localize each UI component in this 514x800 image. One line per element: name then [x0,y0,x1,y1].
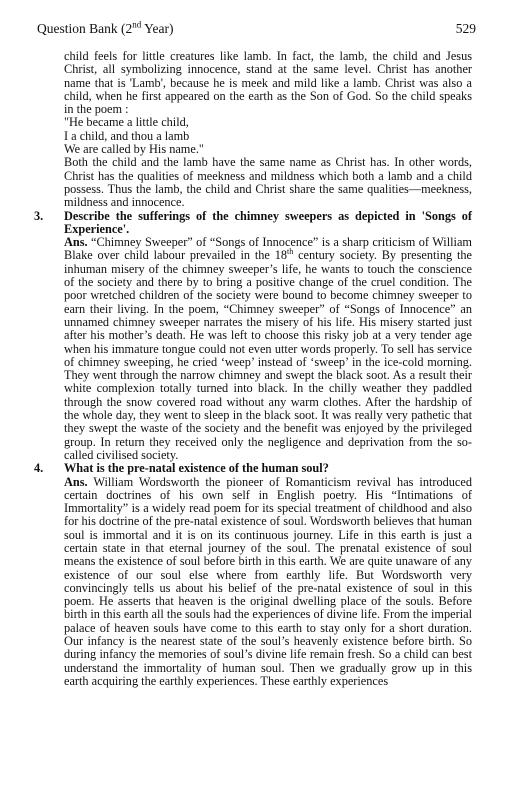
question-text: What is the pre-natal existence of the human soul? [64,461,329,476]
running-title: Question Bank (2nd Year) [37,19,174,36]
question-number: 4. [34,461,44,476]
intro-paragraph: child feels for little creatures like lamb. In fact, the lamb, the child and Jesus Christ, all symbolizing innocence, stand at the same level. Christ has another name that is 'Lamb', because he is meek and mild like a lamb. Christ was also a child, when he first appeared on the earth as the Son of God. So the child speaks in the poem : [64,49,472,117]
question-number: 3. [34,208,44,223]
question-text: Describe the sufferings of the chimney sweepers as depicted in 'Songs of Experience'. [64,208,472,236]
page-body [34,49,472,688]
poem-line: We are called by His name." [64,142,204,157]
answer-paragraph: Ans. “Chimney Sweeper” of “Songs of Innocence” is a sharp criticism of William Blake over child labour prevailed in the 18th century society. By presenting the inhuman misery of the chimney sweeper’s life, he wants to touch the conscience of the society and there by to bring a positive change of the cruel condition. The poor wretched children of the society were bound to become chimney sweeper to earn their living. In the poem, “Chimney sweeper” of “Songs of Innocence” an unnamed chimney sweeper narrates the misery of his life. His misery started just after his mother’s death. He was left to choose this risky job at a very tender age when his immature tongue could not even utter words properly. To sell has service of chimney sweeping, he cried ‘weep’ instead of ‘sweep’ in the ice-cold morning. They went through the narrow chimney and swept the black soot. As a result their white complexion totally turned into black. In the chilly weather they paddled through the snow covered road without any warm clothes. After the hardship of the whole day, they went to sleep in the black soot. It was really very pathetic that they swept the waste of the society and the benefit was enjoyed by the privileged group. In return they received only the negligence and deprivation from the so-called civilised society. [64,235,472,462]
poem-line: "He became a little child, [64,115,189,130]
answer-paragraph: Ans. William Wordsworth the pioneer of Romanticism revival has introduced certain doctrines of his own self in English poetry. His “Intimations of Immortality” is a widely read poem for its special treatment of childhood and also for his doctrine of the pre-natal existence of soul. Wordsworth believes that human soul is immortal and it is on its continuous journey. Life in this earth is just a certain state in that eternal journey of the soul. The prenatal existence of soul means the existence of soul before birth in this earth. We are quite unaware of any existence of our soul else where from earthly life. But Wordsworth very convincingly tells us about his belief of the pre-natal existence of soul in this poem. He asserts that heaven is the original dwelling place of the souls. Before birth in this earth all the souls had the experiences of divine life. From the imperial palace of heaven souls have come to this earth to stay only for a short duration. Our infancy is the nearest state of the soul’s heavenly existence before birth. So during infancy the memories of soul’s divine life remain fresh. So a child can best understand the immortality of human soul. Then we gradually grow up in this earth acquiring the earthly experiences. These earthly experiences [64,474,472,688]
question-3 [34,208,472,463]
poem-line: I a child, and thou a lamb [64,128,190,143]
page-number: 529 [455,21,476,36]
intro-paragraph: Both the child and the lamb have the same name as Christ has. In other words, Christ has the qualities of meekness and mildness which both a lamb and a child possess. Thus the lamb, the child and Christ share the same qualities—meekness, mildness and innocence. [64,155,472,210]
page-header [37,21,476,37]
answer-label: Ans. [64,235,88,250]
answer-label: Ans. [64,474,88,489]
question-4 [34,461,472,688]
